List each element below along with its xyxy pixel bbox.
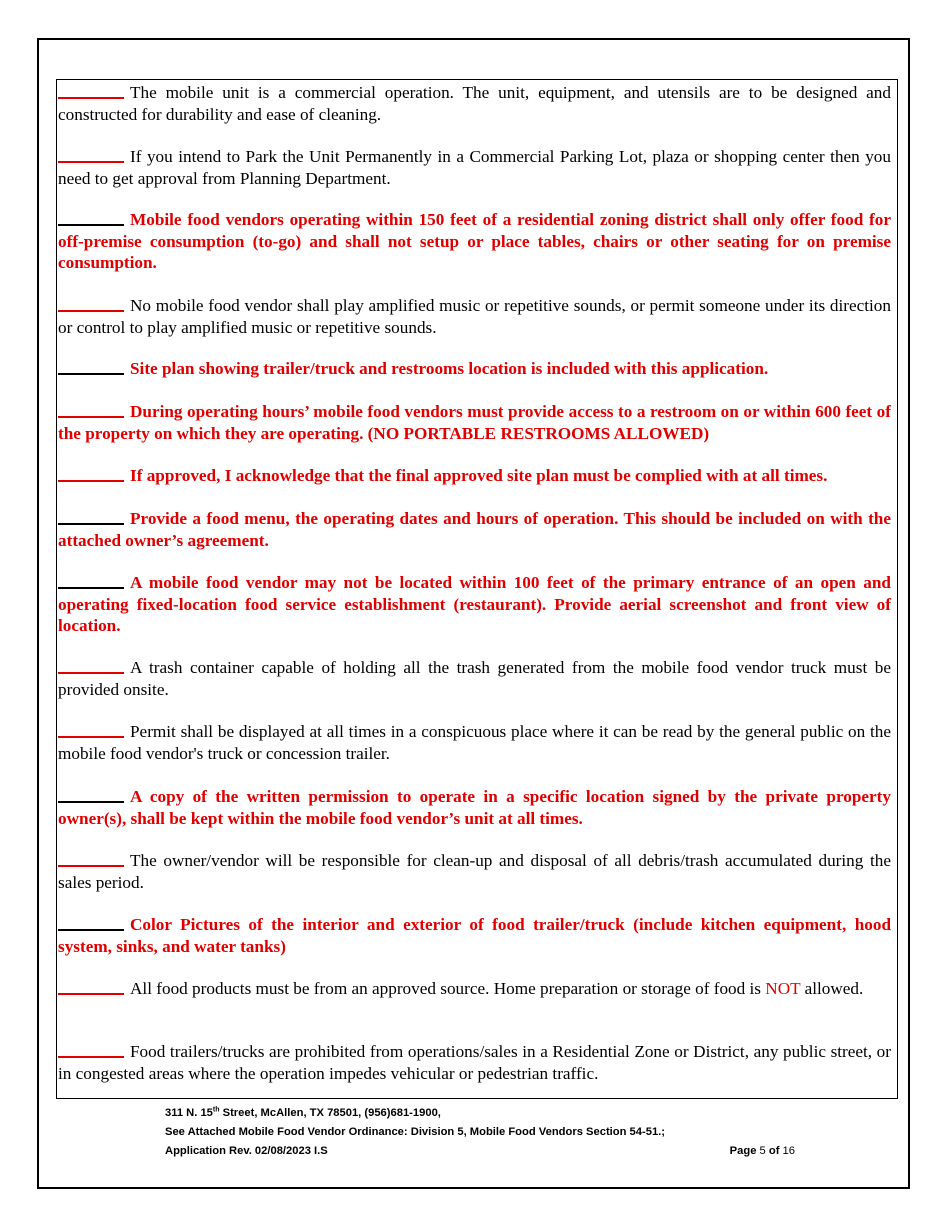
item-text: Color Pictures of the interior and exterior of food trailer/truck (include kitchen equipment, hood system, sinks, and water tanks) <box>58 915 891 956</box>
page-number: Page 5 of 16 <box>729 1145 795 1157</box>
item-text: allowed. <box>804 979 864 998</box>
item-text: During operating hours’ mobile food vendors must provide access to a restroom on or within 600 feet of the property on which they are operating. (NO PORTABLE RESTROOMS ALLOWED) <box>58 402 891 443</box>
initial-blank[interactable] <box>58 993 124 995</box>
item-text: A copy of the written permission to operate in a specific location signed by the private property owner(s), shall be kept within the mobile food vendor’s unit at all times. <box>58 787 891 828</box>
checklist-item <box>58 508 891 551</box>
initial-blank[interactable] <box>58 801 124 803</box>
checklist-item <box>58 1041 891 1084</box>
checklist-item <box>58 978 891 1000</box>
checklist-item <box>58 82 891 125</box>
checklist-item <box>58 358 891 380</box>
item-text: Permit shall be displayed at all times in a conspicuous place where it can be read by the general public on the mobile food vendor's truck or concession trailer. <box>58 722 891 763</box>
initial-blank[interactable] <box>58 161 124 163</box>
footer-address: 311 N. 15th Street, McAllen, TX 78501, (956)681-1900, <box>165 1106 441 1119</box>
initial-blank[interactable] <box>58 416 124 418</box>
item-text: Site plan showing trailer/truck and restrooms location is included with this application. <box>130 359 769 378</box>
checklist-item <box>58 572 891 637</box>
checklist-item <box>58 295 891 338</box>
checklist-box <box>56 79 898 1099</box>
checklist-item <box>58 146 891 189</box>
item-text: Provide a food menu, the operating dates and hours of operation. This should be included on with the attached owner’s agreement. <box>58 509 891 550</box>
checklist-item <box>58 657 891 700</box>
item-text: A trash container capable of holding all the trash generated from the mobile food vendor truck must be provided onsite. <box>58 658 891 699</box>
initial-blank[interactable] <box>58 310 124 312</box>
footer-ordinance: See Attached Mobile Food Vendor Ordinance: Division 5, Mobile Food Vendors Section 54-51.; <box>165 1126 665 1138</box>
item-text: Food trailers/trucks are prohibited from operations/sales in a Residential Zone or District, any public street, or in congested areas where the operation impedes vehicular or pedestrian traffic. <box>58 1042 891 1083</box>
emphasis-not: NOT <box>765 979 801 998</box>
initial-blank[interactable] <box>58 224 124 226</box>
item-text: All food products must be from an approved source. Home preparation or storage of food is <box>130 979 761 998</box>
checklist-item <box>58 401 891 444</box>
checklist-item <box>58 850 891 893</box>
page-footer <box>165 1104 805 1161</box>
item-text: A mobile food vendor may not be located within 100 feet of the primary entrance of an open and operating fixed-location food service establishment (restaurant). Provide aerial screenshot and front view of location. <box>58 573 891 635</box>
footer-revision: Application Rev. 02/08/2023 I.S <box>165 1145 328 1157</box>
checklist-item <box>58 209 891 274</box>
initial-blank[interactable] <box>58 523 124 525</box>
initial-blank[interactable] <box>58 865 124 867</box>
initial-blank[interactable] <box>58 587 124 589</box>
initial-blank[interactable] <box>58 736 124 738</box>
initial-blank[interactable] <box>58 672 124 674</box>
item-text: The owner/vendor will be responsible for clean-up and disposal of all debris/trash accumulated during the sales period. <box>58 851 891 892</box>
item-text: If approved, I acknowledge that the final approved site plan must be complied with at all times. <box>130 466 828 485</box>
initial-blank[interactable] <box>58 97 124 99</box>
item-text: No mobile food vendor shall play amplified music or repetitive sounds, or permit someone under its direction or control to play amplified music or repetitive sounds. <box>58 296 891 337</box>
checklist-item <box>58 721 891 764</box>
initial-blank[interactable] <box>58 480 124 482</box>
item-text: If you intend to Park the Unit Permanently in a Commercial Parking Lot, plaza or shopping center then you need to get approval from Planning Department. <box>58 147 891 188</box>
item-text: The mobile unit is a commercial operation. The unit, equipment, and utensils are to be designed and constructed for durability and ease of cleaning. <box>58 83 891 124</box>
checklist-item <box>58 914 891 957</box>
checklist-item <box>58 786 891 829</box>
initial-blank[interactable] <box>58 373 124 375</box>
initial-blank[interactable] <box>58 1056 124 1058</box>
checklist-item <box>58 465 891 487</box>
initial-blank[interactable] <box>58 929 124 931</box>
item-text: Mobile food vendors operating within 150 feet of a residential zoning district shall only offer food for off-premise consumption (to-go) and shall not setup or place tables, chairs or other seating for on premise consumption. <box>58 210 891 272</box>
